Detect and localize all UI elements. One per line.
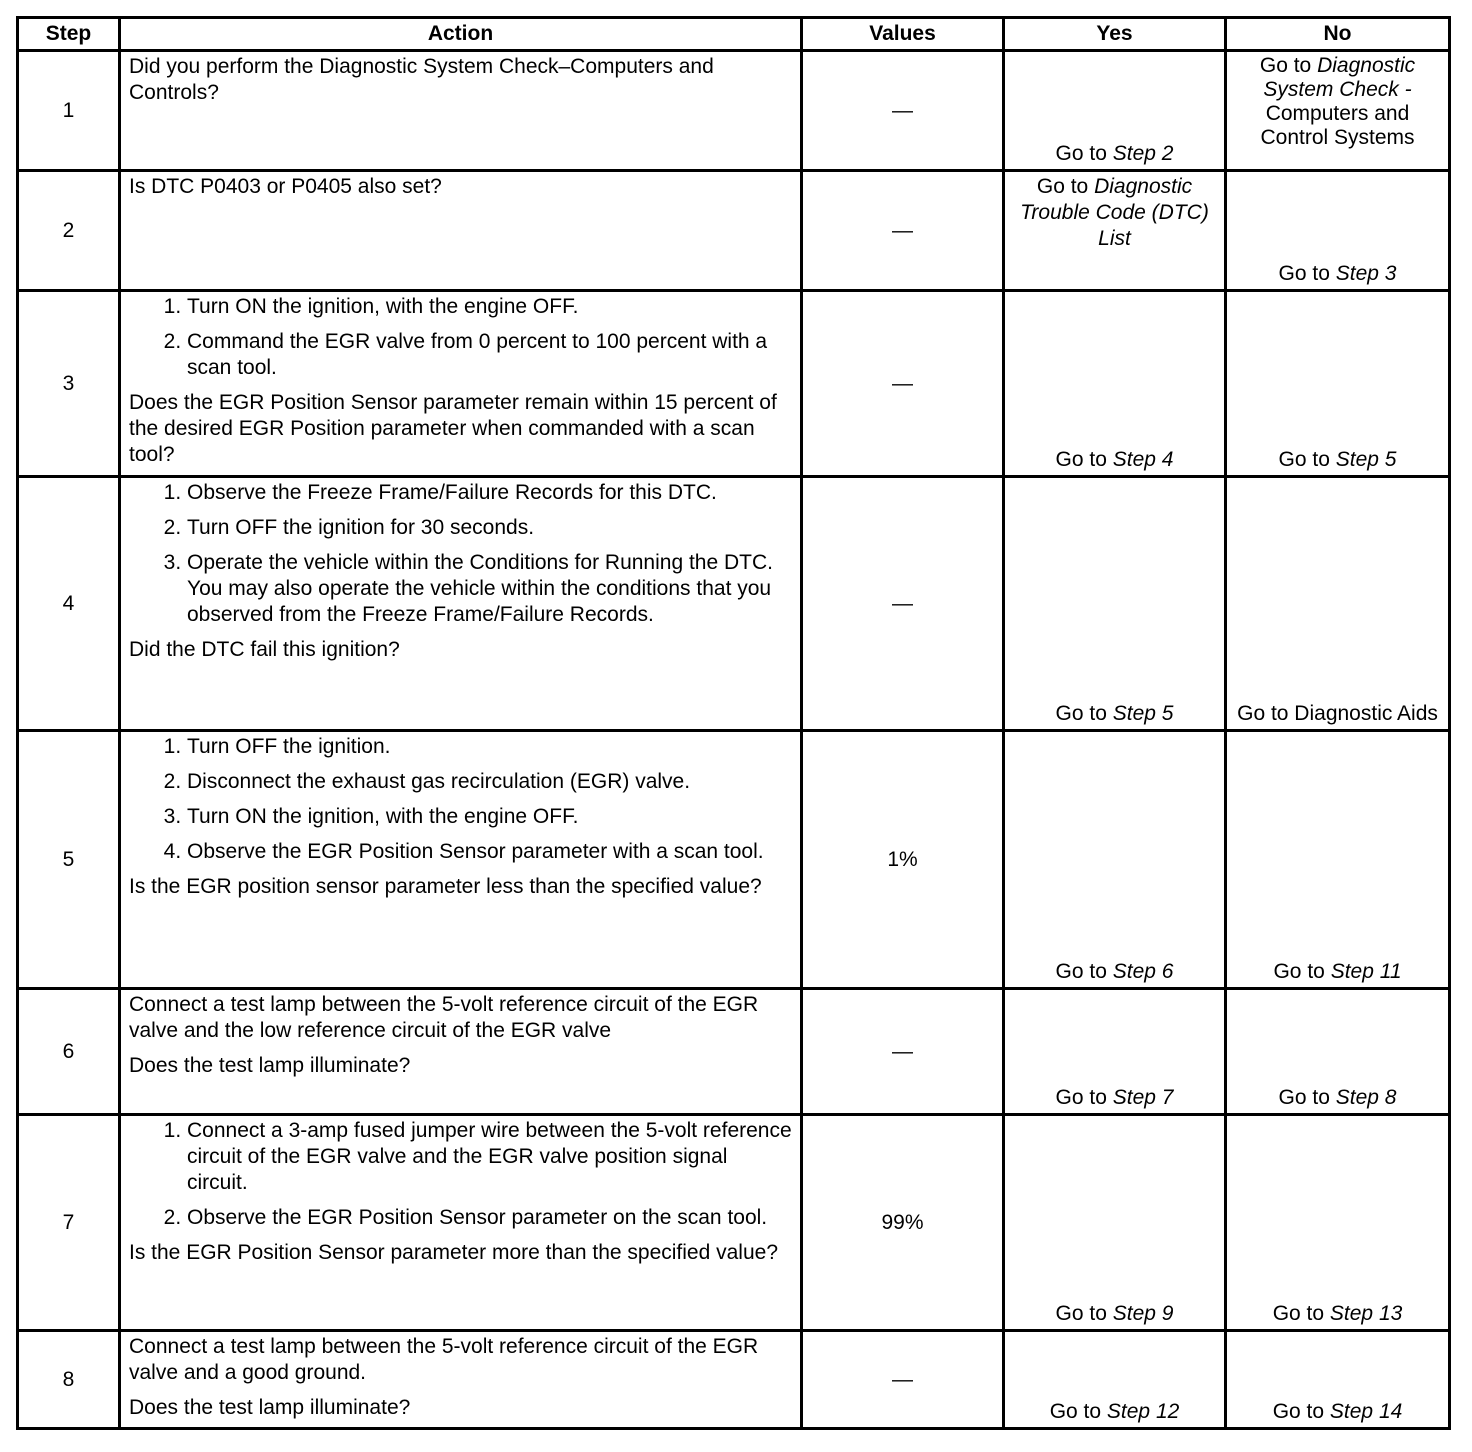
- yes-prefix: Go to: [1055, 960, 1107, 983]
- action-question: Did you perform the Diagnostic System Check–Computers and Controls?: [129, 55, 714, 104]
- step-number: 5: [18, 731, 120, 989]
- value-cell: —: [802, 989, 1004, 1115]
- step-number: 1: [18, 51, 120, 171]
- no-prefix: Go to: [1259, 54, 1312, 77]
- substep: 2. Observe the EGR Position Sensor parameter on the scan tool.: [187, 1205, 792, 1231]
- yes-prefix: Go to: [1036, 175, 1089, 198]
- table-row: [18, 171, 1450, 291]
- step-number: 2: [18, 171, 120, 291]
- yes-prefix: Go to: [1055, 448, 1107, 471]
- action-question: Is the EGR position sensor parameter less than the specified value?: [129, 875, 762, 898]
- table-row: [18, 291, 1450, 477]
- action-intro: Connect a test lamp between the 5-volt reference circuit of the EGR valve and a good ground.: [129, 1335, 759, 1384]
- no-target: Step 8: [1335, 1086, 1397, 1109]
- action-question: Did the DTC fail this ignition?: [129, 638, 400, 661]
- table-row: [18, 989, 1450, 1115]
- header-values: Values: [802, 18, 1004, 51]
- no-prefix: Go to: [1272, 1302, 1325, 1325]
- value-cell: —: [802, 477, 1004, 731]
- no-target: Step 5: [1335, 448, 1397, 471]
- action-question: Does the EGR Position Sensor parameter remain within 15 percent of the desired EGR Position parameter when commanded with a scan tool?: [129, 391, 777, 466]
- no-cell: [1226, 171, 1450, 291]
- yes-target: Step 9: [1112, 1302, 1174, 1325]
- substep: 1. Observe the Freeze Frame/Failure Records for this DTC.: [187, 480, 792, 506]
- no-prefix: Go to: [1278, 262, 1330, 285]
- no-prefix: Go to: [1278, 448, 1330, 471]
- action-cell: [120, 1115, 802, 1331]
- no-cell: [1226, 1115, 1450, 1331]
- substep: 2. Disconnect the exhaust gas recirculation (EGR) valve.: [187, 769, 792, 795]
- yes-prefix: Go to: [1055, 142, 1107, 165]
- yes-prefix: Go to: [1049, 1400, 1102, 1423]
- no-cell: [1226, 731, 1450, 989]
- substep: 3. Turn ON the ignition, with the engine OFF.: [187, 804, 792, 830]
- step-number: 6: [18, 989, 120, 1115]
- yes-cell: [1004, 989, 1226, 1115]
- value-cell: 1%: [802, 731, 1004, 989]
- yes-target: Step 7: [1112, 1086, 1174, 1109]
- header-row: [18, 18, 1450, 51]
- diagnostic-table: [16, 16, 1451, 1430]
- step-number: 8: [18, 1331, 120, 1429]
- substep: 2. Turn OFF the ignition for 30 seconds.: [187, 515, 792, 541]
- table-row: [18, 1115, 1450, 1331]
- substep: 1. Connect a 3-amp fused jumper wire between the 5-volt reference circuit of the EGR valve and the EGR valve position signal circuit.: [187, 1118, 792, 1196]
- action-cell: [120, 291, 802, 477]
- yes-target: Step 4: [1112, 448, 1174, 471]
- substep-list: [129, 1118, 792, 1231]
- substep: 1. Turn OFF the ignition.: [187, 734, 792, 760]
- header-no: No: [1226, 18, 1450, 51]
- step-number: 3: [18, 291, 120, 477]
- yes-prefix: Go to: [1055, 702, 1107, 725]
- no-cell: [1226, 51, 1450, 171]
- header-yes: Yes: [1004, 18, 1226, 51]
- no-text: Go to Diagnostic Aids: [1237, 702, 1438, 725]
- value-cell: —: [802, 291, 1004, 477]
- no-suffix: Computers and Control Systems: [1260, 102, 1415, 149]
- table-row: [18, 731, 1450, 989]
- action-question: Does the test lamp illuminate?: [129, 1396, 411, 1419]
- action-intro: Connect a test lamp between the 5-volt reference circuit of the EGR valve and the low reference circuit of the EGR valve: [129, 993, 759, 1042]
- yes-cell: [1004, 731, 1226, 989]
- no-cell: [1226, 989, 1450, 1115]
- action-question: Is the EGR Position Sensor parameter more than the specified value?: [129, 1241, 779, 1264]
- yes-prefix: Go to: [1055, 1086, 1107, 1109]
- value-cell: 99%: [802, 1115, 1004, 1331]
- no-prefix: Go to: [1272, 1400, 1325, 1423]
- no-target: Diagnostic System Check -: [1263, 54, 1416, 101]
- action-cell: [120, 1331, 802, 1429]
- header-step: Step: [18, 18, 120, 51]
- yes-target: Step 5: [1112, 702, 1174, 725]
- table-row: [18, 477, 1450, 731]
- action-cell: [120, 989, 802, 1115]
- substep: 1. Turn ON the ignition, with the engine OFF.: [187, 294, 792, 320]
- no-cell: [1226, 1331, 1450, 1429]
- no-prefix: Go to: [1273, 960, 1325, 983]
- substep: 4. Observe the EGR Position Sensor parameter with a scan tool.: [187, 839, 792, 865]
- action-cell: [120, 731, 802, 989]
- yes-cell: [1004, 1331, 1226, 1429]
- yes-cell: [1004, 477, 1226, 731]
- substep: 3. Operate the vehicle within the Conditions for Running the DTC. You may also operate the vehicle within the conditions that you observed from the Freeze Frame/Failure Records.: [187, 550, 792, 628]
- action-cell: [120, 171, 802, 291]
- step-number: 4: [18, 477, 120, 731]
- substep: 2. Command the EGR valve from 0 percent to 100 percent with a scan tool.: [187, 329, 792, 381]
- header-action: Action: [120, 18, 802, 51]
- yes-target: Step 12: [1106, 1400, 1180, 1423]
- yes-target: Step 6: [1112, 960, 1174, 983]
- action-cell: [120, 51, 802, 171]
- yes-cell: [1004, 51, 1226, 171]
- no-target: Step 3: [1335, 262, 1397, 285]
- substep-list: [129, 480, 792, 628]
- no-target: Step 13: [1329, 1302, 1403, 1325]
- yes-target: Diagnostic Trouble Code (DTC) List: [1020, 175, 1209, 250]
- value-cell: —: [802, 51, 1004, 171]
- table-row: [18, 51, 1450, 171]
- table-row: [18, 1331, 1450, 1429]
- action-cell: [120, 477, 802, 731]
- yes-cell: [1004, 171, 1226, 291]
- substep-list: [129, 734, 792, 865]
- substep-list: [129, 294, 792, 381]
- value-cell: —: [802, 1331, 1004, 1429]
- no-cell: [1226, 291, 1450, 477]
- yes-cell: [1004, 291, 1226, 477]
- step-number: 7: [18, 1115, 120, 1331]
- no-target: Step 11: [1330, 960, 1402, 983]
- yes-cell: [1004, 1115, 1226, 1331]
- action-question: Does the test lamp illuminate?: [129, 1054, 411, 1077]
- no-prefix: Go to: [1278, 1086, 1330, 1109]
- no-target: Step 14: [1329, 1400, 1403, 1423]
- yes-target: Step 2: [1112, 142, 1174, 165]
- yes-prefix: Go to: [1055, 1302, 1107, 1325]
- value-cell: —: [802, 171, 1004, 291]
- no-cell: [1226, 477, 1450, 731]
- action-question: Is DTC P0403 or P0405 also set?: [129, 175, 442, 198]
